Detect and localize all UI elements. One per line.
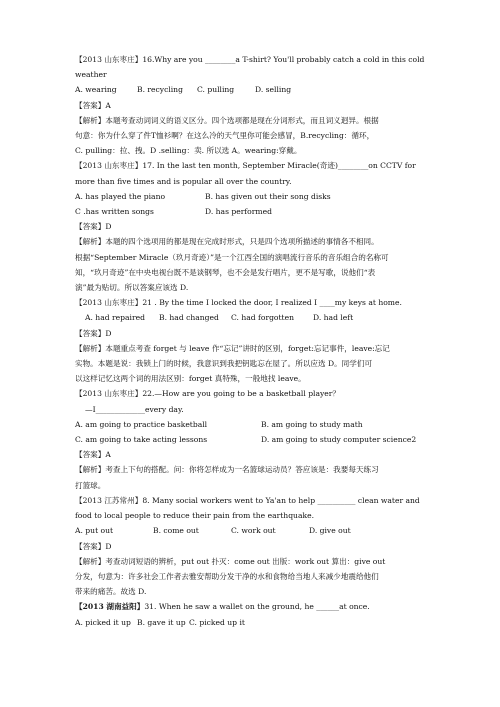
option-d: D. has performed — [205, 207, 272, 217]
answer-label: 【答案】A — [75, 100, 111, 110]
analysis-line: 演”最为贴切。所以答案应该选 D. — [75, 283, 189, 293]
option-d: D. give out — [309, 526, 351, 536]
question-17-stem-cont: more than five times and is popular all over the country. — [75, 176, 292, 186]
option-a: A. am going to practice basketball — [75, 419, 208, 429]
answer-label: 【答案】A — [75, 450, 111, 460]
option-d: D. am going to study computer science2 — [261, 435, 417, 445]
answer-label: 【答案】D — [75, 328, 112, 338]
analysis-line: 带来的痛苦。故选 D. — [75, 587, 147, 597]
question-source: 【2013 山东枣庄】 — [75, 298, 143, 308]
option-b: B. has given out their song disks — [205, 191, 331, 201]
question-text: 22.—How are you going to be a basketball player？ — [142, 389, 341, 399]
option-c: C. am going to take acting lessons — [75, 435, 208, 445]
question-text: 16.Why are you ________a T-shirt? You'll probably catch a cold in this cold — [142, 55, 425, 64]
question-source: 【2013 山东枣庄】 — [75, 161, 143, 171]
analysis-line: 知，“玖月奇迹”在中央电视台既不是谈钢琴，也不会是发行唱片，更不是写歌，说他们“表 — [75, 267, 376, 277]
option-a: A. picked it up — [75, 617, 131, 627]
option-b: B. recycling — [137, 85, 183, 95]
question-text: 17. In the last ten month, September Miracle(奇迹)________on CCTV for — [142, 161, 416, 171]
question-17-stem — [75, 158, 427, 173]
analysis-line: 【解析】本题重点考查 forget 与 leave 作“忘记”讲时的区别，forget:忘记事件，leave:忘记 — [75, 343, 390, 353]
question-17-options-row2 — [75, 204, 427, 219]
question-source: 【2013 湖南益阳】 — [75, 602, 145, 612]
question-8-stem — [75, 493, 427, 508]
answer-label: 【答案】D — [75, 541, 112, 551]
option-c: C .has written songs — [75, 207, 154, 217]
option-b: B. am going to study math — [261, 419, 363, 429]
question-source: 【2013 山东枣庄】 — [75, 55, 143, 64]
question-22-options-row2 — [75, 432, 427, 447]
question-text: 21 . By the time I locked the door, I realized I ____my keys at home. — [142, 298, 402, 308]
analysis-line: 【解析】考查动词短语的辨析，put out 扑灭：come out 出版：work out 算出：give out — [75, 556, 386, 566]
question-31-stem — [75, 599, 427, 614]
question-16-options — [75, 82, 427, 97]
question-8-stem-cont: food to local people to reduce their pain from the earthquake. — [75, 511, 314, 521]
question-text: 8. Many social workers went to Ya'an to help __________ clean water and — [142, 495, 420, 505]
option-b: B. come out — [153, 526, 199, 536]
question-21-options — [75, 310, 427, 325]
analysis-line: C. pulling：拉、拽。D .selling：卖. 所以选 A。wearing:穿戴。 — [75, 146, 302, 156]
question-content — [75, 52, 427, 630]
question-31-options — [75, 615, 427, 630]
question-text: 31. When he saw a wallet on the ground, he ______at once. — [144, 602, 370, 612]
question-8-options — [75, 523, 427, 538]
analysis-line: 【解析】本题考查动词词义的语义区分。四个选项都是现在分词形式，而且词义迥异。根据 — [75, 115, 379, 125]
question-source: 【2013 山东枣庄】 — [75, 389, 143, 399]
analysis-line: 以这样记忆这两个词的用法区别：forget 真特殊，一般地找 leave。 — [75, 374, 306, 384]
analysis-line: 分发，句意为：许多社会工作者去雅安帮助分发干净的水和食物给当地人来减少地震给他们 — [75, 571, 379, 581]
question-17-options-row1 — [75, 189, 427, 204]
option-c: C. pulling — [197, 85, 235, 95]
option-c: C. had forgotten — [231, 313, 294, 323]
option-b: B. gave it up — [137, 617, 186, 627]
question-16-stem-cont: weather — [75, 70, 107, 80]
question-22-stem — [75, 386, 427, 401]
analysis-line: 实物。本题是说：我锁上门的时候，我意识到我把钥匙忘在屋了。所以应选 D。同学们可 — [75, 359, 373, 369]
question-16-stem — [75, 52, 427, 67]
analysis-line: 【解析】本题的四个选项用的都是现在完成时形式，只是四个选项所描述的事情各不相同。 — [75, 237, 379, 247]
option-d: D. had left — [313, 313, 354, 323]
option-d: D. selling — [255, 85, 292, 95]
answer-label: 【答案】D — [75, 222, 112, 232]
analysis-line: 打篮球。 — [75, 480, 106, 490]
option-a: A. has played the piano — [75, 191, 166, 201]
option-a: A. had repaired — [85, 313, 145, 323]
option-a: A. wearing — [75, 85, 117, 95]
question-22-options-row1 — [75, 417, 427, 432]
analysis-line: 【解析】考查上下句的搭配。问：你将怎样成为一名篮球运动员？答应该是：我要每天练习 — [75, 465, 379, 475]
option-c: C. work out — [231, 526, 276, 536]
option-b: B. had changed — [159, 313, 219, 323]
analysis-line: 根据“September Miracle（玖月奇迹）”是一个江西全国的演唱流行音乐的音乐组合的名称可 — [75, 252, 389, 262]
question-source: 【2013 江苏常州】 — [75, 495, 143, 505]
analysis-line: 句意：你为什么穿了件T恤衫啊？在这么冷的天气里你可能会感冒，B.recycling：循环， — [75, 131, 375, 141]
question-21-stem — [75, 295, 427, 310]
option-a: A. put out — [75, 526, 114, 536]
question-22-reply: —I_____________every day. — [85, 404, 184, 414]
option-c: C. picked up it — [189, 617, 245, 627]
